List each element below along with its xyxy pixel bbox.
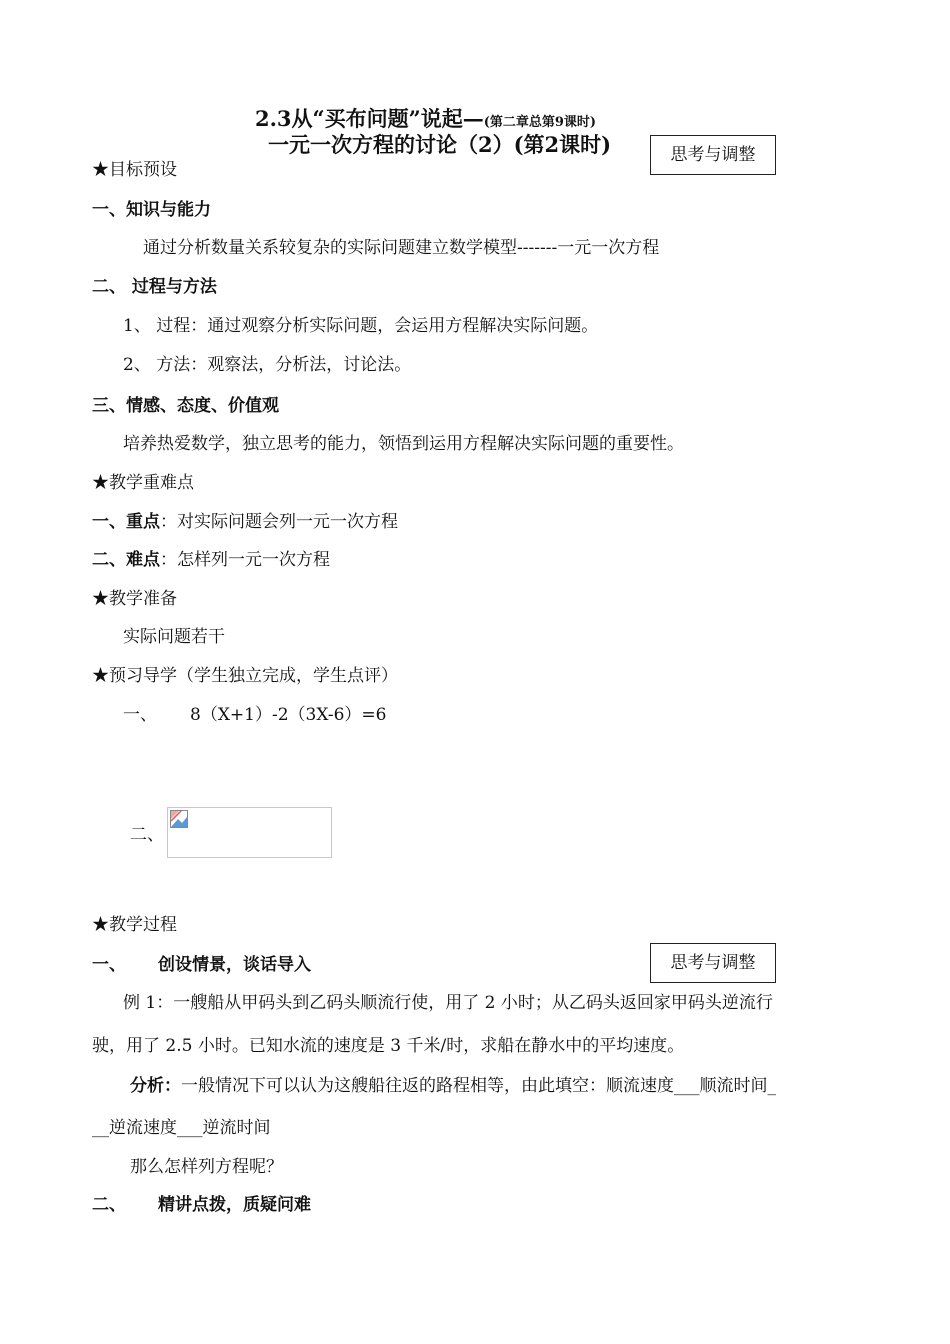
document-title-line2: 一元一次方程的讨论（2）(第2课时) [268,132,612,157]
process-item-1: 1、 过程：通过观察分析实际问题，会运用方程解决实际问题。 [123,316,599,336]
preview-heading-main: ★预习导学 [92,666,177,686]
analysis-line-2: __逆流速度___逆流时间 [92,1118,271,1138]
process-method-heading: 二、 过程与方法 [92,277,217,297]
process-heading: ★教学过程 [92,915,177,935]
knowledge-heading: 一、知识与能力 [92,200,211,220]
step-1-label: 一、 [92,955,126,975]
preview-item-1-label: 一、 [123,705,157,725]
reflection-box-label-2: 思考与调整 [670,953,756,973]
preview-item-1-equation: 8（X+1）-2（3X-6）=6 [190,705,387,725]
preview-item-2-label: 二、 [130,825,164,845]
example-line-2: 驶，用了 2.5 小时。已知水流的速度是 3 千米/时，求船在静水中的平均速度。 [92,1036,685,1056]
reflection-box-bottom [650,943,776,983]
goals-heading: ★目标预设 [92,160,177,180]
step-1-title: 创设情景，谈话导入 [158,955,311,975]
example-line-1: 例 1：一艘船从甲码头到乙码头顺流行使，用了 2 小时；从乙码头返回家甲码头逆流行 [123,993,773,1013]
broken-image-icon [170,810,188,828]
reflection-box-label: 思考与调整 [670,145,756,165]
step-2-label: 二、 [92,1195,126,1215]
title-lesson-note: (第二章总第9课时) [483,115,597,130]
knowledge-text: 通过分析数量关系较复杂的实际问题建立数学模型-------一元一次方程 [143,238,660,258]
prep-text: 实际问题若干 [123,627,225,647]
preview-heading-note: （学生独立完成，学生点评） [177,666,398,686]
difficulty-text: ：怎样列一元一次方程 [160,550,330,570]
difficulty-line [92,545,330,570]
analysis-line-1 [130,1071,776,1096]
focus-label: 一、重点 [92,512,160,532]
missing-image-placeholder [167,807,332,858]
emotion-text: 培养热爱数学，独立思考的能力，领悟到运用方程解决实际问题的重要性。 [123,434,684,454]
analysis-label: 分析： [130,1076,181,1096]
emotion-heading: 三、情感、态度、价值观 [92,396,279,416]
difficulty-label: 二、难点 [92,550,160,570]
title-main: 2.3从“买布问题”说起— [255,106,484,131]
preview-heading [92,661,398,686]
focus-line [92,507,398,532]
step-2-title: 精讲点拨，质疑问难 [158,1195,311,1215]
focus-text: ：对实际问题会列一元一次方程 [160,512,398,532]
question-text: 那么怎样列方程呢？ [130,1157,283,1177]
process-item-2: 2、 方法：观察法，分析法，讨论法。 [123,355,412,375]
prep-heading: ★教学准备 [92,589,177,609]
key-points-heading: ★教学重难点 [92,473,194,493]
analysis-text-1: 一般情况下可以认为这艘船往返的路程相等，由此填空：顺流速度___顺流时间_ [181,1076,776,1096]
reflection-box-top [650,135,776,175]
